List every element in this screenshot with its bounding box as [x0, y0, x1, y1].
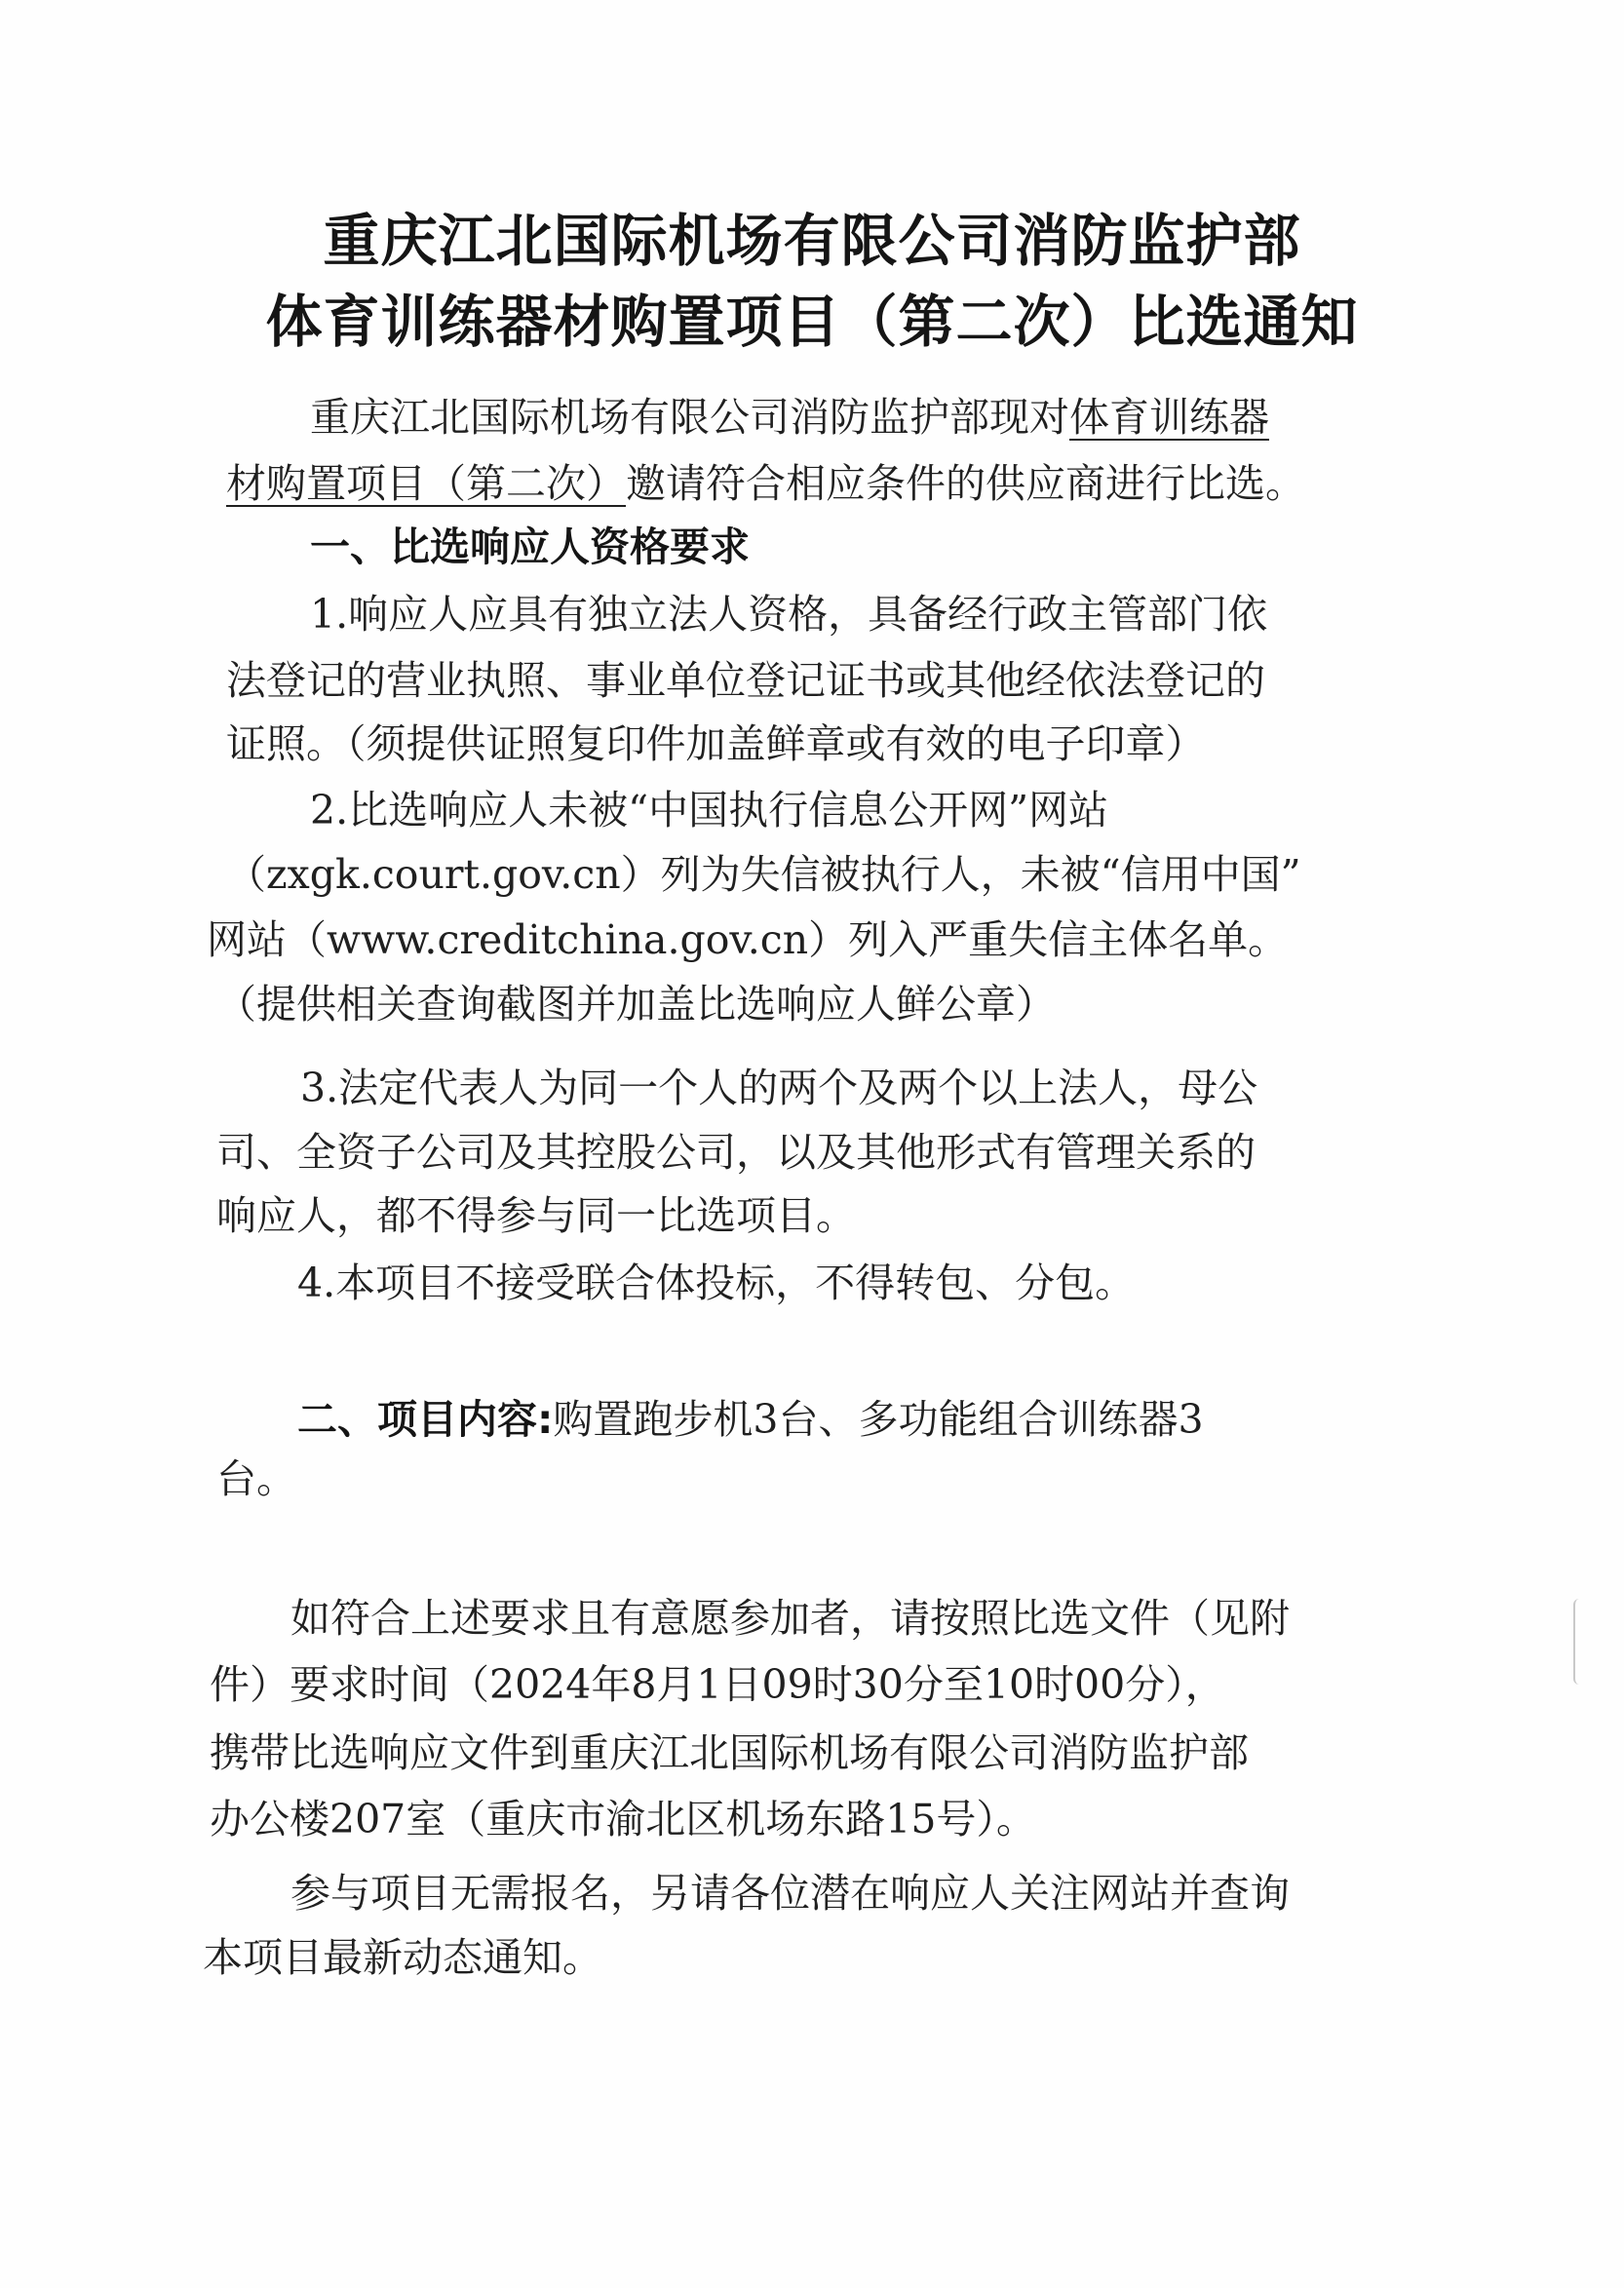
item-2-line-3: 网站（www.creditchina.gov.cn）列入严重失信主体名单。: [207, 916, 1289, 963]
project-name-underlined: 体育训练器: [1069, 394, 1269, 441]
item-2-line-4: （提供相关查询截图并加盖比选响应人鲜公章）: [216, 981, 1056, 1028]
item-3-line-3: 响应人，都不得参与同一比选项目。: [216, 1192, 856, 1239]
section-2-heading: 二、项目内容:: [297, 1396, 554, 1443]
closing-p1-line-2: 件）要求时间（2024年8月1日09时30分至10时00分），: [210, 1661, 1225, 1708]
closing-p1-line-1: 如符合上述要求且有意愿参加者，请按照比选文件（见附: [290, 1595, 1290, 1642]
section-2-text: 购置跑步机3台、多功能组合训练器3: [553, 1396, 1204, 1443]
scan-margin-mark: [1573, 1599, 1581, 1685]
section-1-heading: 一、比选响应人资格要求: [310, 524, 750, 570]
item-4: 4.本项目不接受联合体投标，不得转包、分包。: [297, 1260, 1136, 1306]
intro-line-2: [226, 460, 1305, 507]
closing-p1-line-4: 办公楼207室（重庆市渝北区机场东路15号）。: [210, 1796, 1036, 1842]
item-1-line-1: 1.响应人应具有独立法人资格，具备经行政主管部门依: [310, 591, 1268, 638]
closing-p2-line-2: 本项目最新动态通知。: [203, 1934, 602, 1981]
item-1-line-2: 法登记的营业执照、事业单位登记证书或其他经依法登记的: [226, 657, 1265, 704]
section-2-line-1: [297, 1396, 1204, 1443]
closing-p1-line-3: 携带比选响应文件到重庆江北国际机场有限公司消防监护部: [210, 1729, 1249, 1776]
item-1-line-3: 证照。（须提供证照复印件加盖鲜章或有效的电子印章）: [226, 720, 1206, 767]
item-3-line-2: 司、全资子公司及其控股公司，以及其他形式有管理关系的: [216, 1129, 1256, 1176]
intro-text: 重庆江北国际机场有限公司消防监护部现对: [310, 394, 1069, 441]
intro-text-cont: 邀请符合相应条件的供应商进行比选。: [626, 460, 1305, 507]
project-name-underlined-cont: 材购置项目（第二次）: [226, 460, 626, 507]
item-2-line-2: （zxgk.court.gov.cn）列为失信被执行人，未被“信用中国”: [226, 851, 1301, 898]
document-title-line-1: 重庆江北国际机场有限公司消防监护部: [323, 208, 1301, 274]
item-3-line-1: 3.法定代表人为同一个人的两个及两个以上法人，母公: [300, 1065, 1258, 1111]
section-2-line-2: 台。: [216, 1455, 296, 1502]
closing-p2-line-1: 参与项目无需报名，另请各位潜在响应人关注网站并查询: [290, 1870, 1290, 1917]
intro-line-1: [310, 394, 1269, 441]
document-title-line-2: 体育训练器材购置项目（第二次）比选通知: [265, 289, 1359, 355]
item-2-line-1: 2.比选响应人未被“中国执行信息公开网”网站: [310, 787, 1109, 834]
